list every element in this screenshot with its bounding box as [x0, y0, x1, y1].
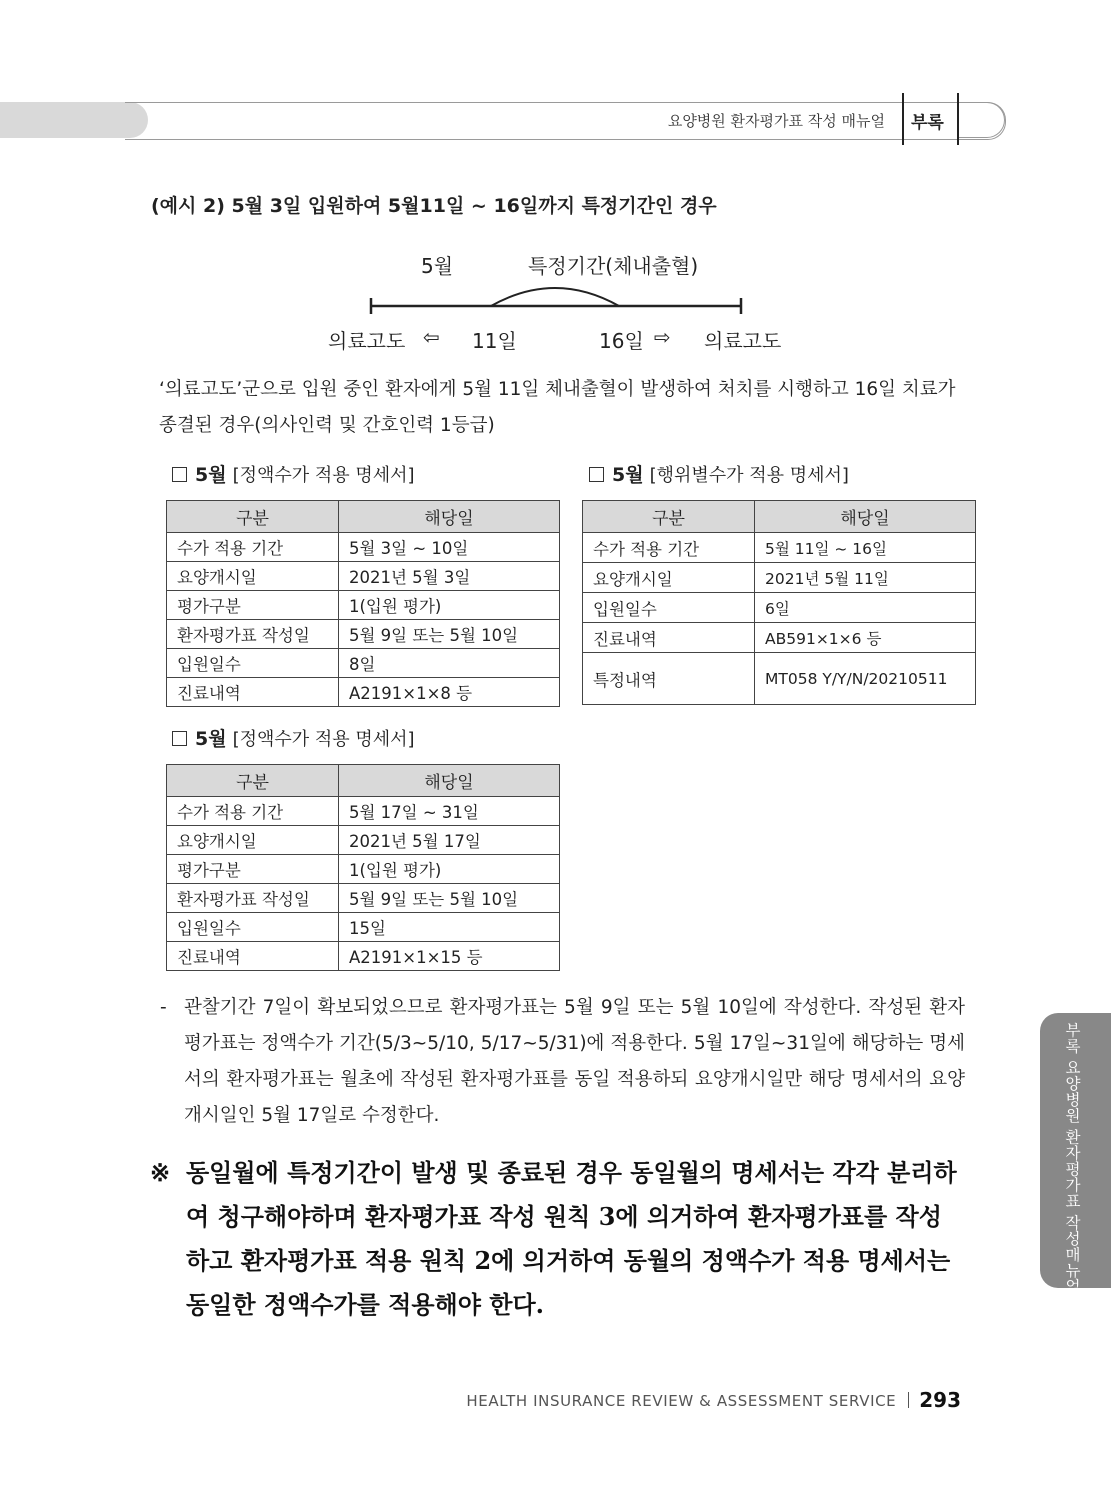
table-cell: 5월 9일 또는 5월 10일	[339, 884, 560, 913]
table-cell: MT058 Y/Y/N/20210511	[755, 653, 976, 705]
left-arrow-icon: ⇦	[423, 325, 440, 349]
timeline-end-day: 16일	[599, 329, 644, 353]
table-cell: 2021년 5월 3일	[339, 562, 560, 591]
table-cell: 2021년 5월 11일	[755, 563, 976, 593]
table-row	[583, 653, 976, 705]
table-header-cell: 구분	[167, 765, 339, 797]
table-header-cell: 구분	[167, 501, 339, 533]
timeline-right-label: 의료고도	[704, 329, 782, 353]
intro-paragraph	[159, 372, 964, 444]
table-row	[583, 623, 976, 653]
timeline-month-label: 5월	[421, 254, 454, 278]
note-text: 동일월에 특정기간이 발생 및 종료된 경우 동일월의 명세서는 각각 분리하여 청구해야하며 환자평가표 작성 원칙 3에 의거하여 환자평가표를 작성하고 환자평가표 적용 원칙 2에 의거하여 동월의 정액수가 적용 명세서는 동일한 정액수가를 적용해야 한다.	[186, 1158, 957, 1319]
table-cell: 입원일수	[167, 649, 339, 678]
table-cell: 평가구분	[167, 855, 339, 884]
table-row	[583, 533, 976, 563]
table-cell: 입원일수	[167, 913, 339, 942]
right-arrow-icon: ⇨	[654, 325, 671, 349]
table-header-cell: 해당일	[339, 765, 560, 797]
table-cell: A2191×1×8 등	[339, 678, 560, 707]
timeline-line	[360, 278, 750, 318]
table-cell: 평가구분	[167, 591, 339, 620]
table-cell: 요양개시일	[167, 562, 339, 591]
table-cell: 진료내역	[167, 678, 339, 707]
timeline-left-label: 의료고도	[328, 329, 406, 353]
side-tab-label: 부록 요양병원 환자평가표 작성매뉴얼	[1063, 1022, 1081, 1295]
table-type: [행위별수가 적용 명세서]	[649, 465, 849, 486]
table-row	[167, 826, 560, 855]
table-row	[167, 533, 560, 562]
table-cell: 요양개시일	[167, 826, 339, 855]
table-row	[167, 591, 560, 620]
table-cell: 요양개시일	[583, 563, 755, 593]
table-row	[167, 678, 560, 707]
timeline-start-day: 11일	[472, 329, 517, 353]
page-number: 293	[919, 1388, 961, 1412]
table-cell: 수가 적용 기간	[167, 533, 339, 562]
table-cell: 5월 11일 ~ 16일	[755, 533, 976, 563]
checkbox-icon	[172, 467, 187, 482]
table-type: [정액수가 적용 명세서]	[232, 465, 415, 486]
table-heading	[589, 460, 849, 487]
table-month: 5월	[612, 464, 644, 486]
footer-org: HEALTH INSURANCE REVIEW & ASSESSMENT SERVICE	[466, 1392, 897, 1410]
table-cell: 입원일수	[583, 593, 755, 623]
table-cell: AB591×1×6 등	[755, 623, 976, 653]
table-row	[167, 913, 560, 942]
table-cell: 수가 적용 기간	[167, 797, 339, 826]
table-cell: 5월 3일 ~ 10일	[339, 533, 560, 562]
table-heading	[172, 460, 415, 487]
footer	[466, 1388, 961, 1412]
table-cell: A2191×1×15 등	[339, 942, 560, 971]
table-row	[167, 942, 560, 971]
table-cell: 1(입원 평가)	[339, 855, 560, 884]
table-cell: 수가 적용 기간	[583, 533, 755, 563]
table-cell: 진료내역	[583, 623, 755, 653]
table-cell: 8일	[339, 649, 560, 678]
footer-divider	[908, 1392, 909, 1408]
checkbox-icon	[589, 467, 604, 482]
table-row	[167, 562, 560, 591]
table-cell: 15일	[339, 913, 560, 942]
table-header-cell: 해당일	[339, 501, 560, 533]
checkbox-icon	[172, 731, 187, 746]
table-cell: 2021년 5월 17일	[339, 826, 560, 855]
table-type: [정액수가 적용 명세서]	[232, 729, 415, 750]
table-heading	[172, 724, 415, 751]
header-divider	[902, 93, 904, 145]
table-cell: 진료내역	[167, 942, 339, 971]
table-cell: 5월 17일 ~ 31일	[339, 797, 560, 826]
explanation-bullet	[160, 990, 965, 1134]
table-header-cell: 해당일	[755, 501, 976, 533]
bullet-text: 관찰기간 7일이 확보되었으므로 환자평가표는 5월 9일 또는 5월 10일에 작성한다. 작성된 환자평가표는 정액수가 기간(5/3~5/10, 5/17~5/31)에 적용한다. 5월 17일~31일에 해당하는 명세서의 환자평가표는 월초에 작성된 환자평가표를 동일 적용하되 요양개시일만 해당 명세서의 요양개시일인 5월 17일로 수정한다.	[184, 997, 965, 1126]
header-doc-title: 요양병원 환자평가표 작성 매뉴얼	[667, 112, 885, 130]
table-cell: 1(입원 평가)	[339, 591, 560, 620]
bullet-dash: -	[160, 997, 167, 1018]
header-end-cap	[959, 102, 1005, 138]
timeline-period-label: 특정기간(체내출혈)	[528, 254, 699, 278]
fee-for-service-table	[582, 500, 976, 705]
table-cell: 특정내역	[583, 653, 755, 705]
table-month: 5월	[195, 464, 227, 486]
table-row	[167, 797, 560, 826]
table-row	[583, 593, 976, 623]
table-cell: 환자평가표 작성일	[167, 884, 339, 913]
table-row	[167, 855, 560, 884]
table-row	[167, 884, 560, 913]
intro-line: ‘의료고도’군으로 입원 중인 환자에게 5월 11일 체내출혈이 발생하여 처치를 시행하고 16일 치료가	[159, 379, 956, 400]
example-title: (예시 2) 5월 3일 입원하여 5월11일 ~ 16일까지 특정기간인 경우	[151, 195, 717, 217]
table-month: 5월	[195, 728, 227, 750]
table-row	[167, 649, 560, 678]
fixed-rate-table-2	[166, 764, 560, 971]
table-row	[583, 563, 976, 593]
note-block	[150, 1151, 965, 1327]
table-row	[167, 620, 560, 649]
table-cell: 6일	[755, 593, 976, 623]
table-cell: 환자평가표 작성일	[167, 620, 339, 649]
reference-mark-icon: ※	[150, 1158, 171, 1187]
table-header-cell: 구분	[583, 501, 755, 533]
fixed-rate-table-1	[166, 500, 560, 707]
header-section-label: 부록	[911, 113, 944, 133]
intro-line: 종결된 경우(의사인력 및 간호인력 1등급)	[159, 415, 495, 436]
table-cell: 5월 9일 또는 5월 10일	[339, 620, 560, 649]
